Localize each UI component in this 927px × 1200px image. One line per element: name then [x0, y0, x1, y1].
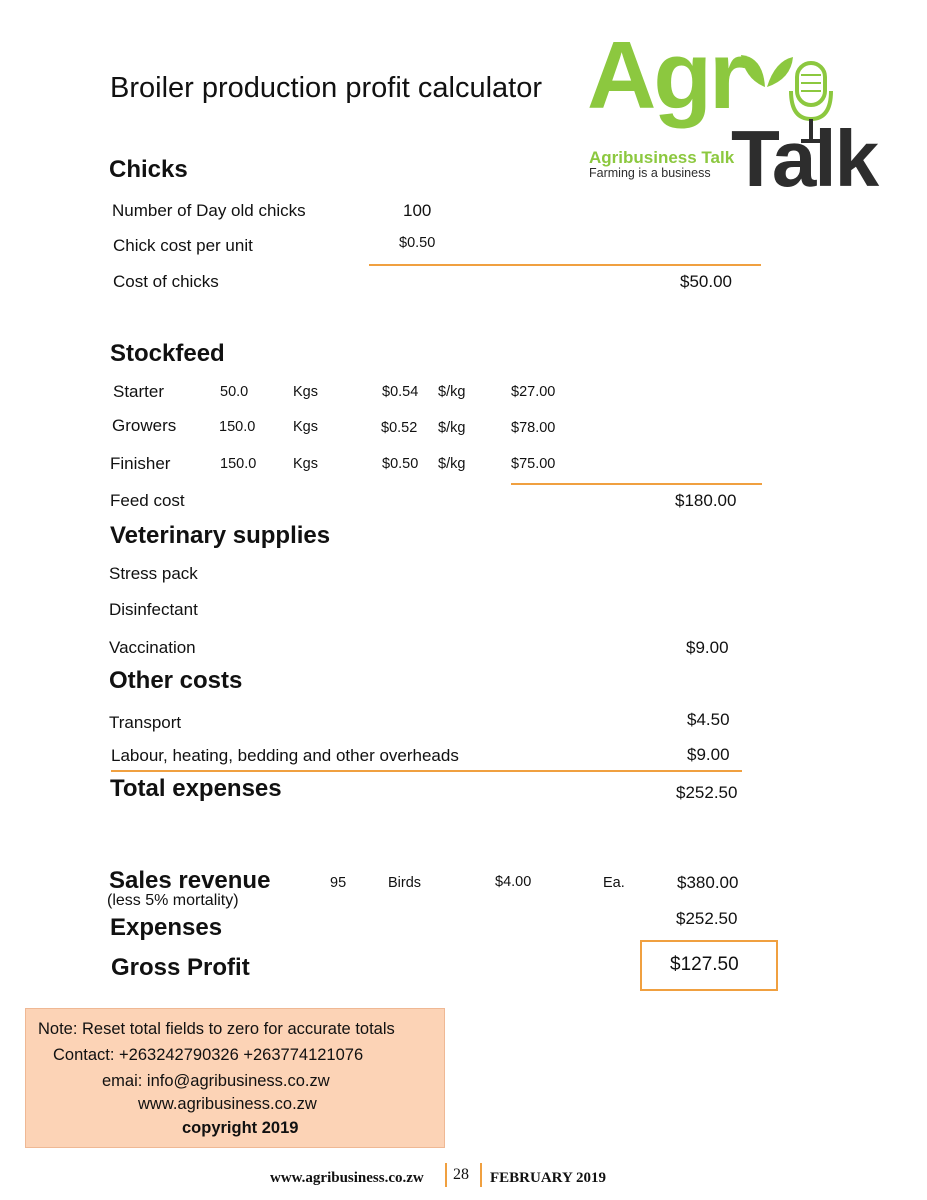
transport-label: Transport	[109, 713, 182, 732]
gross-profit-value: $127.50	[670, 954, 739, 975]
feed-row-amount: $27.00	[511, 384, 556, 400]
sales-note: (less 5% mortality)	[107, 892, 239, 909]
feed-row-price[interactable]: $0.52	[381, 420, 418, 436]
birds-count: 95	[330, 875, 347, 891]
footer-divider	[480, 1163, 482, 1187]
feed-cost-total: $180.00	[675, 491, 737, 510]
logo-talk-text: Talk	[731, 114, 878, 203]
stress-pack-label: Stress pack	[109, 564, 198, 583]
disinfectant-label: Disinfectant	[109, 600, 198, 619]
sales-value: $380.00	[677, 873, 739, 892]
footer-website[interactable]: www.agribusiness.co.zw	[270, 1170, 424, 1186]
copyright: copyright 2019	[182, 1119, 299, 1137]
birds-label: Birds	[388, 875, 422, 891]
contact-phones: Contact: +263242790326 +263774121076	[53, 1046, 364, 1064]
expenses-label: Expenses	[110, 914, 223, 941]
feed-row-unit: Kgs	[293, 419, 318, 435]
each-label: Ea.	[603, 875, 625, 891]
feed-row-amount: $78.00	[511, 420, 556, 436]
contact-website[interactable]: www.agribusiness.co.zw	[138, 1095, 317, 1113]
total-expenses-value: $252.50	[676, 783, 738, 802]
feed-row-name: Starter	[113, 382, 165, 401]
divider	[369, 264, 761, 266]
footer-date: FEBRUARY 2019	[490, 1170, 607, 1186]
sales-revenue-label: Sales revenue	[109, 867, 271, 894]
feed-row-unit: Kgs	[293, 384, 318, 400]
chicks-heading: Chicks	[109, 156, 188, 183]
feed-cost-label: Feed cost	[110, 491, 185, 510]
expenses-value: $252.50	[676, 909, 738, 928]
transport-value[interactable]: $4.50	[687, 710, 730, 729]
feed-row-name: Finisher	[110, 454, 171, 473]
vaccination-value[interactable]: $9.00	[686, 638, 729, 657]
agritalk-logo	[585, 22, 915, 203]
leaf-icon	[735, 49, 795, 89]
divider	[111, 770, 742, 772]
feed-row-price[interactable]: $0.54	[382, 384, 419, 400]
vaccination-label: Vaccination	[109, 638, 196, 657]
page-number: 28	[453, 1166, 469, 1183]
logo-agri-text: Agr	[587, 22, 744, 129]
contact-note-box	[25, 1008, 445, 1148]
page-title: Broiler production profit calculator	[110, 72, 542, 104]
feed-row-amount: $75.00	[511, 456, 556, 472]
feed-row-price[interactable]: $0.50	[382, 456, 419, 472]
feed-row-per: $/kg	[438, 384, 466, 400]
vet-heading: Veterinary supplies	[110, 522, 331, 549]
other-costs-heading: Other costs	[109, 667, 243, 694]
logo-tagline: Agribusiness Talk	[589, 148, 735, 167]
feed-row-qty[interactable]: 150.0	[220, 456, 257, 472]
feed-row-unit: Kgs	[293, 456, 318, 472]
chick-cost-label: Cost of chicks	[113, 272, 219, 291]
feed-row-per: $/kg	[438, 420, 466, 436]
labour-label: Labour, heating, bedding and other overheads	[111, 746, 459, 765]
feed-row-qty[interactable]: 50.0	[220, 384, 249, 400]
logo-subtag: Farming is a business	[589, 166, 711, 180]
chick-cost-total: $50.00	[680, 272, 732, 291]
contact-email[interactable]: emai: info@agribusiness.co.zw	[102, 1072, 330, 1090]
feed-row-qty[interactable]: 150.0	[219, 419, 256, 435]
labour-value[interactable]: $9.00	[687, 745, 730, 764]
chick-unit-cost-label: Chick cost per unit	[113, 236, 253, 255]
bird-price[interactable]: $4.00	[495, 874, 532, 890]
chick-number-label: Number of Day old chicks	[112, 201, 306, 220]
note-line: Note: Reset total fields to zero for accurate totals	[38, 1020, 395, 1038]
feed-row-name: Growers	[112, 416, 177, 435]
gross-profit-label: Gross Profit	[111, 954, 250, 981]
footer-divider	[445, 1163, 447, 1187]
stockfeed-heading: Stockfeed	[110, 340, 225, 367]
total-expenses-label: Total expenses	[110, 775, 282, 802]
chick-number-value[interactable]: 100	[403, 201, 432, 220]
chick-unit-cost-value[interactable]: $0.50	[399, 235, 436, 251]
feed-row-per: $/kg	[438, 456, 466, 472]
divider	[511, 483, 762, 485]
